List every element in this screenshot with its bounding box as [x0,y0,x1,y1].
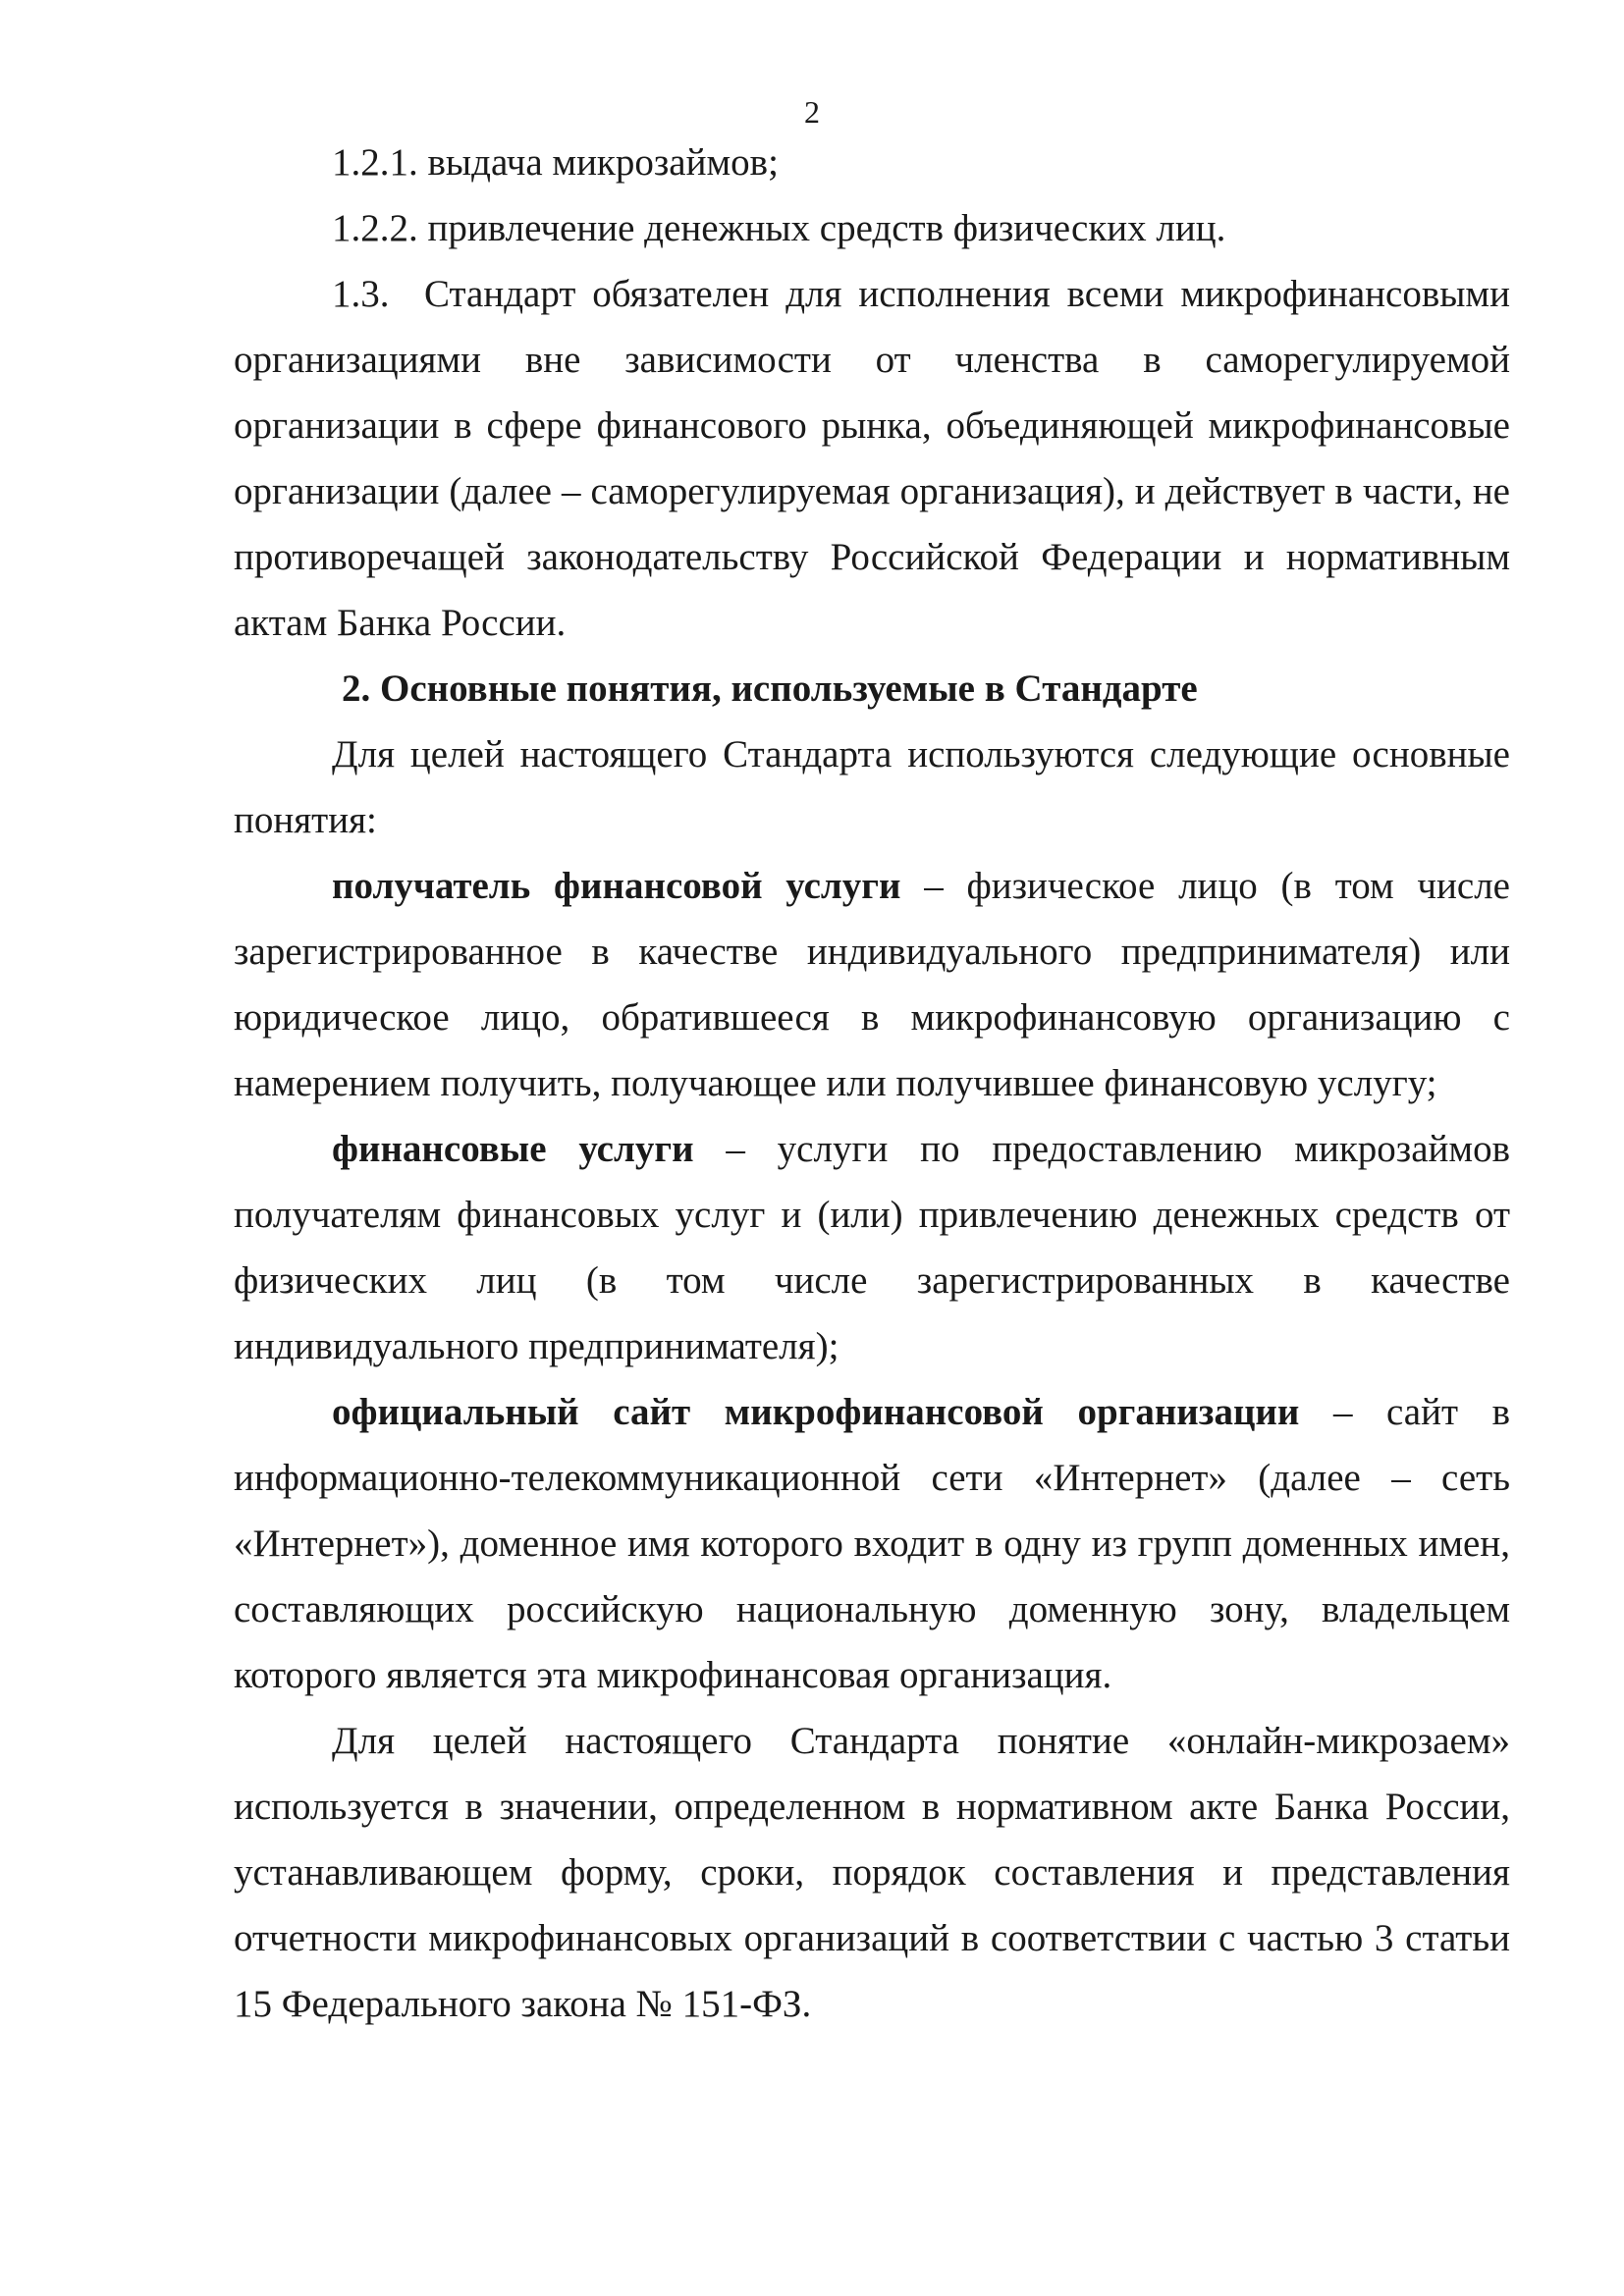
definition-official-website [234,1379,1510,1708]
definition-text: – сайт в информационно-телекоммуникационной сети «Интернет» (далее – сеть «Интернет»), доменное имя которого входит в одну из групп доменных имен, составляющих российскую национальную доменную зону, владельцем которого является эта микрофинансовая организация. [234,1391,1510,1696]
item-1-2-1: 1.2.1. выдача микрозаймов; [332,141,779,184]
definition-text: – физическое лицо (в том числе зарегистрированное в качестве индивидуального предпринимателя) или юридическое лицо, обратившееся в микрофинансовую организацию с намерением получить, получающее или получившее финансовую услугу; [234,865,1510,1104]
definition-term: официальный сайт микрофинансовой организации [332,1391,1300,1433]
item-1-3-number: 1.3. [332,273,390,315]
definition-financial-service-recipient [234,853,1510,1116]
definition-term: финансовые услуги [332,1128,694,1170]
definition-text: – услуги по предоставлению микрозаймов получателям финансовых услуг и (или) привлечению денежных средств от физических лиц (в том числе зарегистрированных в качестве индивидуального предпринимателя); [234,1128,1510,1367]
item-1-3 [234,261,1510,656]
section-2-heading: 2. Основные понятия, используемые в Стандарте [342,667,1198,710]
document-body [234,130,1510,2037]
page-number: 2 [804,94,820,130]
definition-financial-services [234,1116,1510,1379]
section-2-closing: Для целей настоящего Стандарта понятие «онлайн-микрозаем» используется в значении, определенном в нормативном акте Банка России, устанавливающем форму, сроки, порядок составления и представления отчетности микрофинансовых организаций в соответствии с частью 3 статьи 15 Федерального закона № 151-ФЗ. [234,1720,1510,2025]
item-1-2-2: 1.2.2. привлечение денежных средств физических лиц. [332,207,1226,249]
definition-term: получатель финансовой услуги [332,865,901,907]
item-1-3-text: Стандарт обязателен для исполнения всеми микрофинансовыми организациями вне зависимости от членства в саморегулируемой организации в сфере финансового рынка, объединяющей микрофинансовые организации (далее – саморегулируемая организация), и действует в части, не противоречащей законодательству Российской Федерации и нормативным актам Банка России. [234,273,1510,644]
section-2-intro: Для целей настоящего Стандарта используются следующие основные понятия: [234,733,1510,841]
